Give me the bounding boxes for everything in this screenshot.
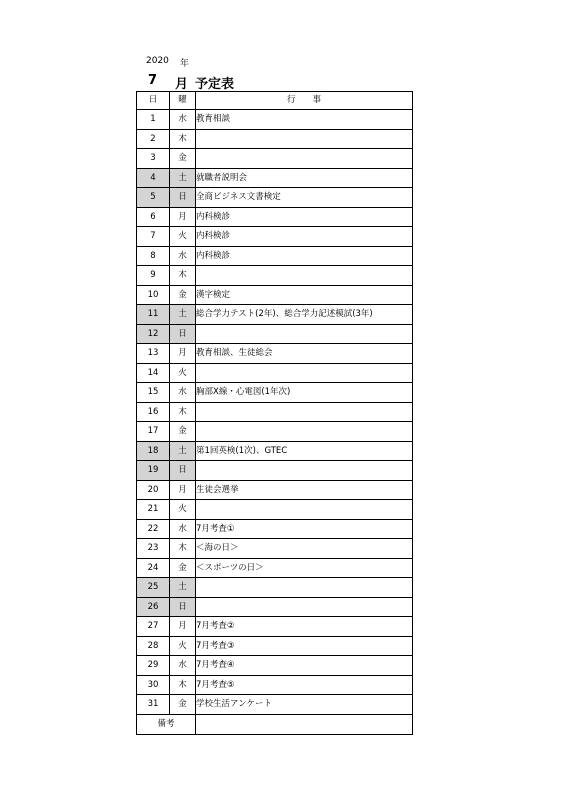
table-row [137, 422, 413, 442]
table-row [137, 149, 413, 169]
weekday-cell: 月 [170, 617, 196, 637]
table-row [137, 402, 413, 422]
table-row [137, 110, 413, 130]
table-row [137, 207, 413, 227]
weekday-cell: 水 [170, 110, 196, 130]
event-cell [196, 324, 413, 344]
table-row [137, 500, 413, 520]
month-label: 月 [175, 77, 189, 92]
day-cell: 8 [137, 246, 170, 266]
event-cell: 内科検診 [196, 227, 413, 247]
table-row [137, 383, 413, 403]
day-cell: 10 [137, 285, 170, 305]
col-header-weekday: 曜 [170, 92, 196, 110]
event-cell: 漢字検定 [196, 285, 413, 305]
col-header-event: 行 事 [196, 92, 413, 110]
day-cell: 1 [137, 110, 170, 130]
weekday-cell: 水 [170, 383, 196, 403]
table-row [137, 305, 413, 325]
day-cell: 27 [137, 617, 170, 637]
event-cell [196, 363, 413, 383]
weekday-cell: 月 [170, 480, 196, 500]
day-cell: 22 [137, 519, 170, 539]
event-cell [196, 422, 413, 442]
title-text: 予定表 [195, 77, 235, 92]
weekday-cell: 木 [170, 266, 196, 286]
day-cell: 18 [137, 441, 170, 461]
event-cell [196, 578, 413, 598]
day-cell: 16 [137, 402, 170, 422]
weekday-cell: 金 [170, 285, 196, 305]
table-row [137, 227, 413, 247]
day-cell: 9 [137, 266, 170, 286]
event-cell [196, 149, 413, 169]
day-cell: 23 [137, 539, 170, 559]
weekday-cell: 日 [170, 324, 196, 344]
weekday-cell: 金 [170, 558, 196, 578]
day-cell: 12 [137, 324, 170, 344]
event-cell: 就職者説明会 [196, 168, 413, 188]
year-line [146, 56, 190, 69]
day-cell: 6 [137, 207, 170, 227]
col-header-day: 日 [137, 92, 170, 110]
day-cell: 11 [137, 305, 170, 325]
weekday-cell: 水 [170, 656, 196, 676]
weekday-cell: 木 [170, 539, 196, 559]
weekday-cell: 月 [170, 344, 196, 364]
day-cell: 31 [137, 695, 170, 715]
weekday-cell: 金 [170, 422, 196, 442]
weekday-cell: 日 [170, 597, 196, 617]
month-value: 7 [148, 73, 158, 88]
table-row [137, 519, 413, 539]
day-cell: 17 [137, 422, 170, 442]
day-cell: 7 [137, 227, 170, 247]
event-cell [196, 597, 413, 617]
year-label: 年 [180, 59, 190, 69]
day-cell: 19 [137, 461, 170, 481]
day-cell: 13 [137, 344, 170, 364]
table-row [137, 558, 413, 578]
event-cell: 第1回英検(1次)、GTEC [196, 441, 413, 461]
event-cell: 内科検診 [196, 246, 413, 266]
day-cell: 28 [137, 636, 170, 656]
table-row [137, 285, 413, 305]
table-row [137, 344, 413, 364]
table-row [137, 461, 413, 481]
event-cell [196, 129, 413, 149]
table-row [137, 246, 413, 266]
weekday-cell: 月 [170, 207, 196, 227]
weekday-cell: 水 [170, 519, 196, 539]
event-cell: ＜スポーツの日＞ [196, 558, 413, 578]
event-cell: 生徒会選挙 [196, 480, 413, 500]
table-row [137, 656, 413, 676]
table-row [137, 480, 413, 500]
day-cell: 5 [137, 188, 170, 208]
page-title [148, 73, 235, 92]
event-cell [196, 402, 413, 422]
table-row [137, 578, 413, 598]
day-cell: 26 [137, 597, 170, 617]
day-cell: 15 [137, 383, 170, 403]
day-cell: 14 [137, 363, 170, 383]
day-cell: 30 [137, 675, 170, 695]
weekday-cell: 土 [170, 578, 196, 598]
event-cell: 全商ビジネス文書検定 [196, 188, 413, 208]
event-cell: 教育相談 [196, 110, 413, 130]
table-row [137, 129, 413, 149]
table-row [137, 266, 413, 286]
day-cell: 21 [137, 500, 170, 520]
table-row [137, 168, 413, 188]
event-cell: 7月考査② [196, 617, 413, 637]
event-cell: 胸部X線・心電図(1年次) [196, 383, 413, 403]
table-row [137, 363, 413, 383]
year-value: 2020 [146, 56, 169, 66]
remarks-label: 備考 [137, 714, 196, 734]
day-cell: 4 [137, 168, 170, 188]
event-cell: ＜海の日＞ [196, 539, 413, 559]
table-row [137, 675, 413, 695]
weekday-cell: 火 [170, 500, 196, 520]
event-cell: 7月考査③ [196, 636, 413, 656]
weekday-cell: 火 [170, 227, 196, 247]
weekday-cell: 金 [170, 695, 196, 715]
weekday-cell: 火 [170, 636, 196, 656]
event-cell: 学校生活アンケート [196, 695, 413, 715]
weekday-cell: 土 [170, 168, 196, 188]
table-row [137, 539, 413, 559]
table-row [137, 441, 413, 461]
event-cell: 総合学力テスト(2年)、総合学力記述模試(3年) [196, 305, 413, 325]
weekday-cell: 土 [170, 441, 196, 461]
event-cell: 7月考査④ [196, 656, 413, 676]
event-cell: 教育相談、生徒総会 [196, 344, 413, 364]
event-cell [196, 266, 413, 286]
table-row [137, 597, 413, 617]
weekday-cell: 木 [170, 402, 196, 422]
event-cell: 内科検診 [196, 207, 413, 227]
event-cell: 7月考査⑤ [196, 675, 413, 695]
remarks-value [196, 714, 413, 734]
day-cell: 29 [137, 656, 170, 676]
remarks-row [137, 714, 413, 734]
table-row [137, 188, 413, 208]
weekday-cell: 木 [170, 675, 196, 695]
day-cell: 3 [137, 149, 170, 169]
day-cell: 24 [137, 558, 170, 578]
weekday-cell: 水 [170, 246, 196, 266]
day-cell: 20 [137, 480, 170, 500]
table-row [137, 695, 413, 715]
weekday-cell: 火 [170, 363, 196, 383]
event-cell [196, 500, 413, 520]
weekday-cell: 日 [170, 461, 196, 481]
header-row [137, 92, 413, 110]
weekday-cell: 金 [170, 149, 196, 169]
schedule-body [137, 110, 413, 715]
weekday-cell: 土 [170, 305, 196, 325]
event-cell [196, 461, 413, 481]
table-row [137, 324, 413, 344]
table-row [137, 617, 413, 637]
weekday-cell: 日 [170, 188, 196, 208]
weekday-cell: 木 [170, 129, 196, 149]
schedule-table [136, 91, 413, 735]
table-row [137, 636, 413, 656]
day-cell: 2 [137, 129, 170, 149]
day-cell: 25 [137, 578, 170, 598]
event-cell: 7月考査① [196, 519, 413, 539]
